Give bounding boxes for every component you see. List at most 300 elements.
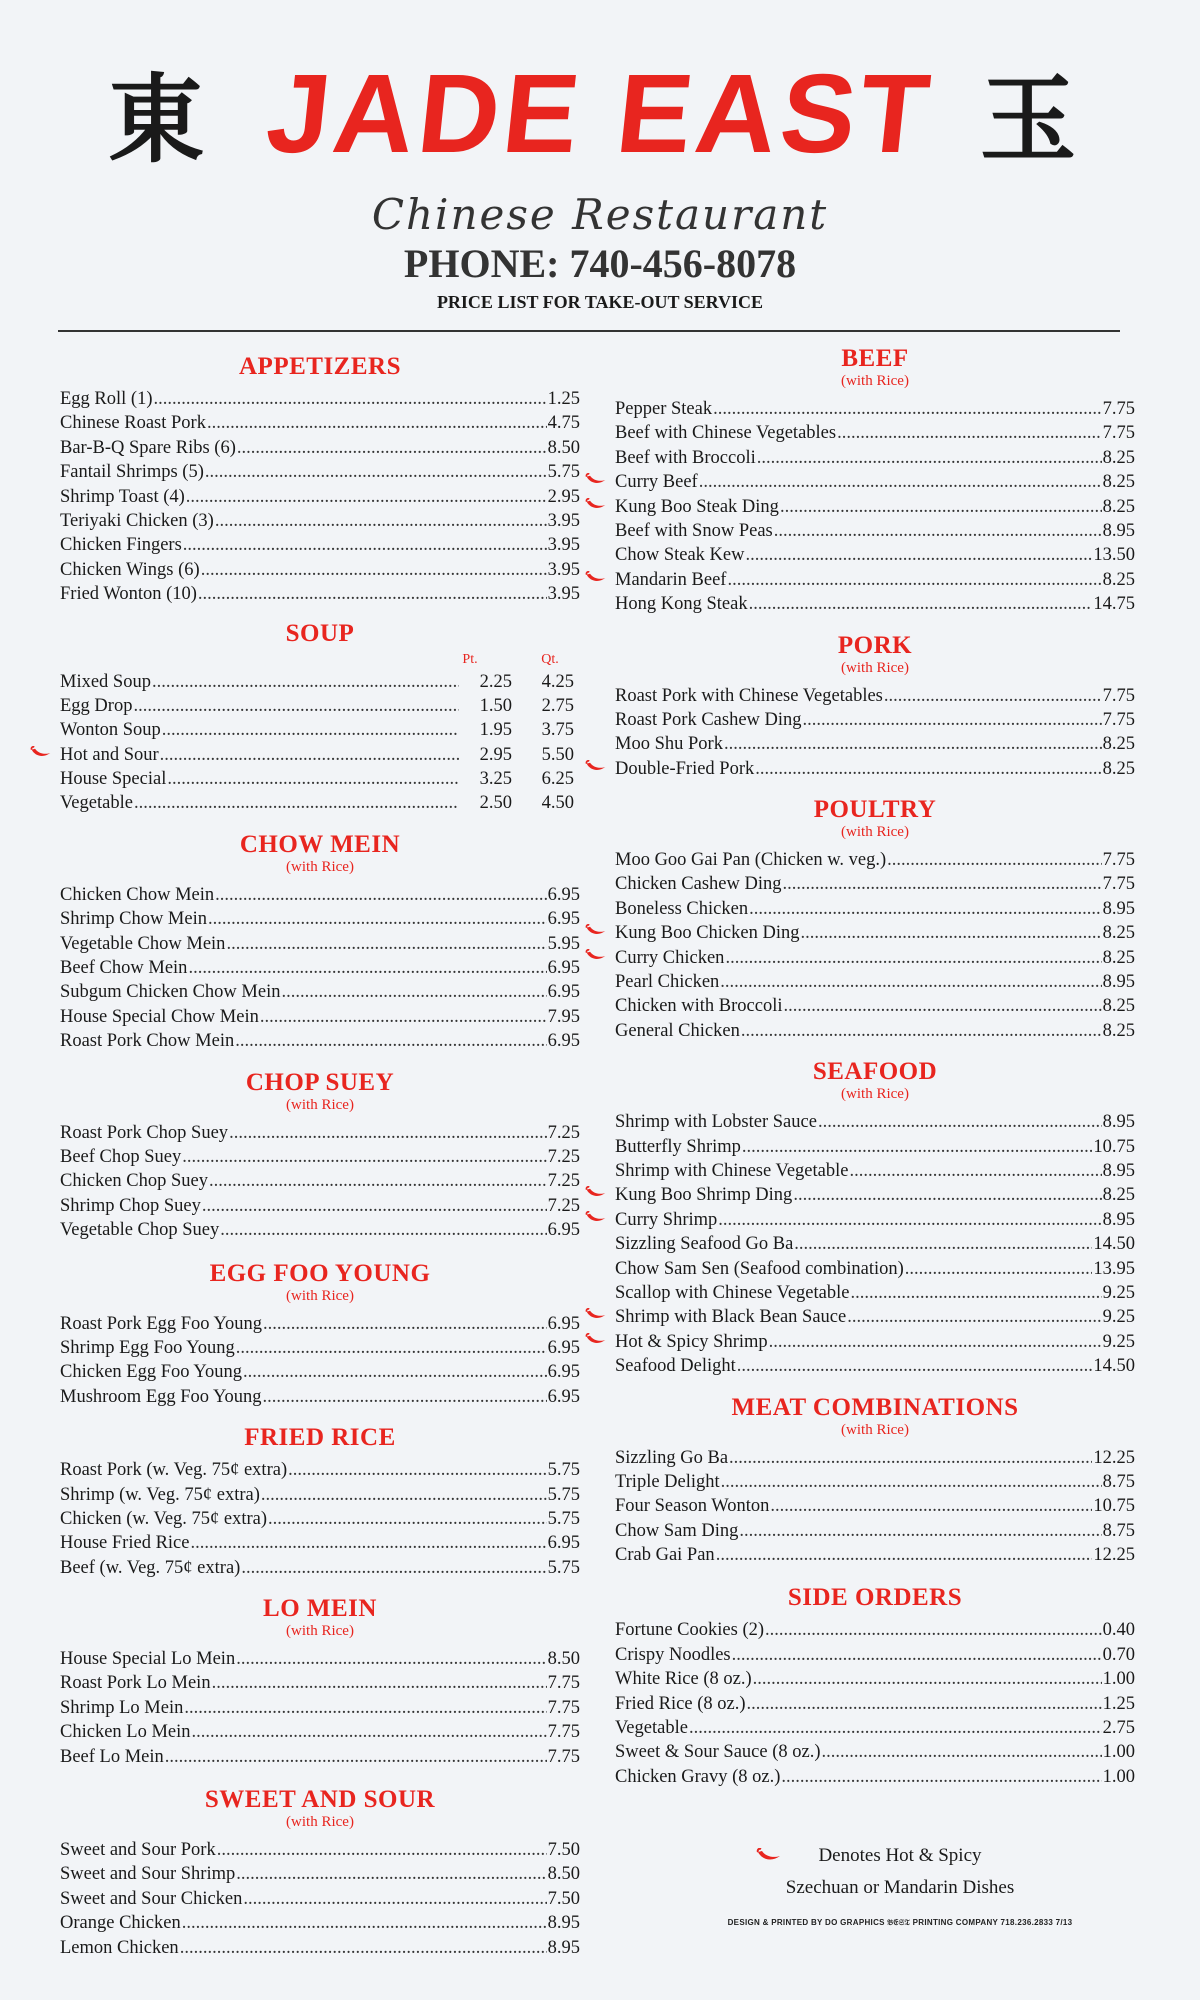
item-price-pint: 2.25 bbox=[479, 671, 512, 692]
item-price: 6.95 bbox=[547, 1362, 580, 1383]
dot-leader bbox=[243, 1360, 547, 1384]
section-title: CHOP SUEY bbox=[245, 1068, 395, 1096]
section-header bbox=[60, 1261, 580, 1304]
section-note: (with Rice) bbox=[286, 1814, 354, 1831]
item-name: Vegetable Chop Suey bbox=[60, 1220, 220, 1241]
dot-leader bbox=[260, 1005, 547, 1029]
item-price: 7.95 bbox=[547, 1006, 580, 1027]
quart-label: Qt. bbox=[541, 651, 559, 667]
dot-leader bbox=[727, 568, 1101, 592]
item-name: House Fried Rice bbox=[60, 1533, 190, 1554]
dot-leader bbox=[699, 470, 1102, 494]
item-price: 5.95 bbox=[547, 933, 580, 954]
item-list bbox=[60, 1838, 580, 1960]
item-name: Vegetable bbox=[615, 1718, 688, 1739]
dot-leader bbox=[716, 1543, 1093, 1567]
dot-leader bbox=[207, 411, 547, 435]
item-price: 8.25 bbox=[1102, 447, 1135, 468]
item-name: Chicken Chop Suey bbox=[60, 1171, 208, 1192]
dot-leader bbox=[154, 387, 547, 411]
menu-item bbox=[615, 446, 1135, 470]
item-name: Beef Chow Mein bbox=[60, 958, 188, 979]
dot-leader bbox=[198, 582, 547, 606]
menu-item bbox=[615, 592, 1135, 616]
menu-item bbox=[615, 994, 1135, 1018]
dot-leader bbox=[226, 932, 546, 956]
dot-leader bbox=[212, 1671, 547, 1695]
dot-leader bbox=[850, 1281, 1101, 1305]
dot-leader bbox=[747, 1692, 1102, 1716]
size-column-headers bbox=[60, 652, 580, 670]
item-name: Curry Shrimp bbox=[615, 1209, 718, 1230]
dot-leader bbox=[182, 1911, 547, 1935]
menu-item bbox=[615, 1305, 1135, 1329]
menu-item bbox=[615, 1257, 1135, 1281]
item-price: 8.95 bbox=[1102, 520, 1135, 541]
item-name: Kung Boo Steak Ding bbox=[615, 496, 779, 517]
menu-item bbox=[60, 1005, 580, 1029]
dot-leader bbox=[160, 743, 459, 767]
section-title: BEEF bbox=[841, 345, 909, 372]
section-chop-suey bbox=[60, 1070, 580, 1243]
dot-leader bbox=[794, 1232, 1092, 1256]
section-side-orders bbox=[615, 1585, 1135, 1789]
item-price: 6.95 bbox=[547, 958, 580, 979]
menu-item bbox=[615, 872, 1135, 896]
item-name: Chicken Egg Foo Young bbox=[60, 1362, 242, 1383]
dot-leader bbox=[182, 1145, 546, 1169]
menu-item bbox=[615, 1019, 1135, 1043]
item-list bbox=[60, 1121, 580, 1243]
item-name: Kung Boo Shrimp Ding bbox=[615, 1185, 793, 1206]
dot-leader bbox=[288, 1458, 547, 1482]
section-header bbox=[615, 797, 1135, 840]
price-list-caption: PRICE LIST FOR TAKE-OUT SERVICE bbox=[436, 292, 764, 312]
item-price-quart: 5.50 bbox=[541, 744, 574, 765]
dot-leader bbox=[167, 767, 459, 791]
item-price: 8.75 bbox=[1102, 1471, 1135, 1492]
item-list bbox=[60, 1647, 580, 1769]
menu-item bbox=[60, 558, 580, 582]
item-price: 6.95 bbox=[547, 1386, 580, 1407]
chili-pepper-icon bbox=[585, 924, 607, 938]
menu-item bbox=[615, 1446, 1135, 1470]
section-title: EGG FOO YOUNG bbox=[209, 1259, 431, 1287]
item-price: 8.50 bbox=[547, 1649, 580, 1670]
item-price: 14.75 bbox=[1093, 594, 1135, 615]
dot-leader bbox=[742, 1135, 1092, 1159]
item-name: Chinese Roast Pork bbox=[60, 413, 206, 434]
item-price: 8.25 bbox=[1102, 996, 1135, 1017]
menu-item bbox=[60, 718, 580, 742]
item-price-pint: 2.95 bbox=[479, 744, 512, 765]
dot-leader bbox=[769, 1330, 1102, 1354]
menu-item bbox=[615, 1135, 1135, 1159]
item-name: Beef with Broccoli bbox=[615, 447, 756, 468]
dot-leader bbox=[780, 495, 1102, 519]
item-price: 8.50 bbox=[547, 437, 580, 458]
item-price: 10.75 bbox=[1093, 1496, 1135, 1517]
item-price: 2.95 bbox=[547, 486, 580, 507]
dot-leader bbox=[741, 1019, 1102, 1043]
item-price: 5.75 bbox=[547, 1460, 580, 1481]
menu-item bbox=[60, 387, 580, 411]
menu-item bbox=[60, 670, 580, 694]
menu-item bbox=[60, 1360, 580, 1384]
item-name: Lemon Chicken bbox=[60, 1937, 179, 1958]
item-name: Mandarin Beef bbox=[615, 569, 727, 590]
chili-pepper-icon bbox=[585, 571, 607, 585]
section-fried-rice bbox=[60, 1425, 580, 1580]
section-header bbox=[60, 832, 580, 875]
section-meat-combinations bbox=[615, 1395, 1135, 1568]
item-price: 7.25 bbox=[547, 1122, 580, 1143]
section-note: (with Rice) bbox=[286, 1623, 354, 1640]
item-price: 8.25 bbox=[1102, 758, 1135, 779]
item-price: 7.75 bbox=[547, 1746, 580, 1767]
item-name: Shrimp Toast (4) bbox=[60, 486, 185, 507]
item-price: 7.75 bbox=[1102, 399, 1135, 419]
item-name: Chicken Wings (6) bbox=[60, 559, 200, 580]
menu-item bbox=[60, 533, 580, 557]
item-name: Chicken (w. Veg. 75¢ extra) bbox=[60, 1508, 268, 1529]
section-header bbox=[60, 1787, 580, 1830]
item-price-quart: 6.25 bbox=[541, 769, 574, 790]
dot-leader bbox=[261, 1483, 547, 1507]
section-lo-mein bbox=[60, 1596, 580, 1769]
section-egg-foo-young bbox=[60, 1261, 580, 1410]
item-name: Shrimp Chow Mein bbox=[60, 909, 207, 930]
dot-leader bbox=[720, 970, 1101, 994]
section-note: (with Rice) bbox=[841, 373, 909, 389]
item-name: Beef Chop Suey bbox=[60, 1146, 182, 1167]
dot-leader bbox=[689, 1716, 1102, 1740]
menu-item bbox=[615, 470, 1135, 494]
item-name: Fortune Cookies (2) bbox=[615, 1620, 765, 1641]
item-name: Hot & Spicy Shrimp bbox=[615, 1331, 768, 1352]
dot-leader bbox=[774, 519, 1102, 543]
menu-item bbox=[60, 485, 580, 509]
item-price: 1.00 bbox=[1102, 1669, 1135, 1690]
dot-leader bbox=[281, 980, 546, 1004]
item-list bbox=[60, 883, 580, 1054]
item-name: Sweet and Sour Chicken bbox=[60, 1888, 243, 1909]
menu-item bbox=[60, 907, 580, 931]
dot-leader bbox=[745, 543, 1092, 567]
menu-item bbox=[60, 1483, 580, 1507]
section-title: LO MEIN bbox=[263, 1595, 377, 1623]
section-note: (with Rice) bbox=[286, 1287, 354, 1304]
item-name: Shrimp with Lobster Sauce bbox=[615, 1112, 817, 1133]
menu-item bbox=[60, 1887, 580, 1911]
item-name: Sweet & Sour Sauce (8 oz.) bbox=[615, 1742, 821, 1763]
item-list bbox=[615, 1618, 1135, 1789]
item-price: 8.95 bbox=[1102, 898, 1135, 919]
item-price: 8.95 bbox=[1102, 972, 1135, 993]
item-price: 0.70 bbox=[1102, 1644, 1135, 1665]
item-name: Egg Drop bbox=[60, 695, 133, 716]
dot-leader bbox=[724, 732, 1102, 756]
item-price: 8.25 bbox=[1102, 734, 1135, 755]
section-note: (with Rice) bbox=[286, 858, 354, 875]
item-name: Shrimp Chop Suey bbox=[60, 1195, 201, 1216]
item-name: Subgum Chicken Chow Mein bbox=[60, 982, 281, 1003]
item-name: Sizzling Seafood Go Ba bbox=[615, 1234, 794, 1255]
item-name: Chicken Gravy (8 oz.) bbox=[615, 1766, 781, 1787]
dot-leader bbox=[236, 1862, 546, 1886]
item-price: 13.95 bbox=[1093, 1258, 1135, 1279]
dot-leader bbox=[781, 1765, 1101, 1789]
item-name: Egg Roll (1) bbox=[60, 389, 153, 409]
menu-item bbox=[60, 743, 580, 767]
item-price: 8.75 bbox=[1102, 1520, 1135, 1541]
dot-leader bbox=[188, 956, 546, 980]
item-name: Pepper Steak bbox=[615, 399, 713, 419]
dot-leader bbox=[152, 670, 459, 694]
menu-item bbox=[60, 1671, 580, 1695]
menu-item bbox=[615, 1740, 1135, 1764]
menu-item bbox=[615, 946, 1135, 970]
dot-leader bbox=[215, 509, 547, 533]
menu-item bbox=[60, 1936, 580, 1960]
item-price: 6.95 bbox=[547, 1031, 580, 1052]
menu-item bbox=[60, 411, 580, 435]
item-price-pint: 3.25 bbox=[479, 769, 512, 790]
menu-item bbox=[60, 509, 580, 533]
menu-item bbox=[60, 883, 580, 907]
menu-item bbox=[615, 1543, 1135, 1567]
item-name: Roast Pork Chow Mein bbox=[60, 1031, 235, 1052]
item-price: 6.95 bbox=[547, 1220, 580, 1241]
item-name: Moo Shu Pork bbox=[615, 734, 723, 755]
item-name: Crispy Noodles bbox=[615, 1644, 731, 1665]
item-price: 10.75 bbox=[1093, 1136, 1135, 1157]
item-name: Beef with Snow Peas bbox=[615, 520, 773, 541]
dot-leader bbox=[793, 1183, 1101, 1207]
dot-leader bbox=[803, 708, 1102, 732]
dot-leader bbox=[729, 1446, 1092, 1470]
section-note: (with Rice) bbox=[286, 1096, 354, 1113]
dot-leader bbox=[784, 994, 1102, 1018]
dot-leader bbox=[887, 848, 1102, 872]
item-price: 3.95 bbox=[547, 559, 580, 580]
item-name: Chicken with Broccoli bbox=[615, 996, 783, 1017]
hanzi-right: 玉 bbox=[980, 64, 1076, 176]
item-price: 1.00 bbox=[1102, 1766, 1135, 1787]
item-price-quart: 4.25 bbox=[541, 671, 574, 692]
dot-leader bbox=[737, 1354, 1093, 1378]
item-name: Roast Pork Chop Suey bbox=[60, 1122, 229, 1143]
menu-item bbox=[60, 1194, 580, 1218]
item-name: White Rice (8 oz.) bbox=[615, 1669, 752, 1690]
dot-leader bbox=[217, 1838, 547, 1862]
menu-item bbox=[615, 1494, 1135, 1518]
dot-leader bbox=[183, 533, 547, 557]
item-price: 8.25 bbox=[1102, 947, 1135, 968]
menu-item bbox=[60, 1029, 580, 1053]
phone-number: PHONE: 740-456-8078 bbox=[403, 241, 797, 286]
item-price: 2.75 bbox=[1102, 1718, 1135, 1739]
menu-item bbox=[615, 519, 1135, 543]
item-name: Moo Goo Gai Pan (Chicken w. veg.) bbox=[615, 850, 887, 871]
item-price: 7.75 bbox=[547, 1697, 580, 1718]
menu-item bbox=[615, 1667, 1135, 1691]
dot-leader bbox=[765, 1618, 1102, 1642]
item-price: 8.25 bbox=[1102, 569, 1135, 590]
menu-item bbox=[615, 1765, 1135, 1789]
dot-leader bbox=[209, 1169, 547, 1193]
section-title: CHOW MEIN bbox=[239, 830, 401, 858]
dot-leader bbox=[165, 1745, 547, 1769]
menu-item bbox=[60, 932, 580, 956]
item-name: Roast Pork Lo Mein bbox=[60, 1673, 211, 1694]
item-price-pint: 2.50 bbox=[479, 793, 512, 814]
dot-leader bbox=[782, 872, 1101, 896]
item-price: 6.95 bbox=[547, 1337, 580, 1358]
dot-leader bbox=[184, 1696, 546, 1720]
menu-column-left bbox=[60, 340, 580, 1960]
menu-item bbox=[60, 1838, 580, 1862]
dot-leader bbox=[739, 1519, 1101, 1543]
item-name: Sweet and Sour Pork bbox=[60, 1840, 216, 1861]
item-price: 4.75 bbox=[547, 413, 580, 434]
dot-leader bbox=[718, 1208, 1101, 1232]
dot-leader bbox=[770, 1494, 1092, 1518]
menu-item bbox=[60, 460, 580, 484]
menu-item bbox=[615, 543, 1135, 567]
section-header bbox=[615, 1059, 1135, 1102]
menu-item bbox=[60, 1312, 580, 1336]
menu-item bbox=[60, 1169, 580, 1193]
menu-item bbox=[60, 791, 580, 815]
menu-item bbox=[615, 970, 1135, 994]
dot-leader bbox=[749, 592, 1093, 616]
section-beef bbox=[615, 346, 1135, 617]
menu-item bbox=[615, 1643, 1135, 1667]
item-list bbox=[615, 397, 1135, 617]
dot-leader bbox=[749, 897, 1102, 921]
item-name: Shrimp Egg Foo Young bbox=[60, 1337, 235, 1358]
item-price: 3.95 bbox=[547, 510, 580, 531]
dot-leader bbox=[186, 485, 547, 509]
menu-item bbox=[60, 1507, 580, 1531]
item-price: 7.75 bbox=[1102, 874, 1135, 895]
menu-item bbox=[615, 708, 1135, 732]
item-name: House Special bbox=[60, 769, 167, 790]
dot-leader bbox=[721, 1470, 1102, 1494]
item-name: Four Season Wonton bbox=[615, 1496, 770, 1517]
printer-credit: DESIGN & PRINTED BY DO GRAPHICS 𝔅𝔈𝔖𝔗 PRINTING COMPANY 718.236.2833 7/13 bbox=[727, 1918, 1073, 1927]
section-chow-mein bbox=[60, 832, 580, 1054]
section-title: MEAT COMBINATIONS bbox=[731, 1393, 1019, 1421]
dot-leader bbox=[220, 1218, 546, 1242]
dot-leader bbox=[162, 718, 459, 742]
section-header bbox=[615, 346, 1135, 389]
menu-item bbox=[60, 1862, 580, 1886]
chili-pepper-icon bbox=[756, 1848, 782, 1864]
item-name: Shrimp (w. Veg. 75¢ extra) bbox=[60, 1484, 260, 1505]
dot-leader bbox=[237, 436, 547, 460]
chili-pepper-icon bbox=[30, 746, 52, 760]
dot-leader bbox=[884, 684, 1102, 708]
item-list bbox=[60, 670, 580, 816]
item-price: 8.25 bbox=[1102, 1185, 1135, 1206]
item-price: 7.50 bbox=[547, 1840, 580, 1861]
item-name: Chicken Chow Mein bbox=[60, 884, 215, 905]
dot-leader bbox=[202, 1194, 547, 1218]
menu-item bbox=[615, 1159, 1135, 1183]
restaurant-subtitle: Chinese Restaurant bbox=[371, 190, 829, 239]
menu-item bbox=[60, 1121, 580, 1145]
item-name: Roast Pork Cashew Ding bbox=[615, 709, 802, 730]
dot-leader bbox=[755, 757, 1101, 781]
item-name: Orange Chicken bbox=[60, 1913, 181, 1934]
item-list bbox=[60, 1312, 580, 1410]
item-name: Chicken Cashew Ding bbox=[615, 874, 782, 895]
item-name: Sweet and Sour Shrimp bbox=[60, 1864, 236, 1885]
item-price: 8.95 bbox=[1102, 1209, 1135, 1230]
dot-leader bbox=[133, 694, 459, 718]
chili-pepper-icon bbox=[585, 760, 607, 774]
section-appetizers bbox=[60, 354, 580, 607]
item-price: 6.95 bbox=[547, 982, 580, 1003]
menu-item bbox=[60, 1336, 580, 1360]
menu-item bbox=[60, 1458, 580, 1482]
section-header bbox=[615, 1585, 1135, 1610]
spicy-legend bbox=[700, 1840, 1100, 1904]
section-title: SEAFOOD bbox=[812, 1058, 938, 1086]
dot-leader bbox=[180, 1936, 547, 1960]
dot-leader bbox=[725, 946, 1101, 970]
item-price: 12.25 bbox=[1093, 1545, 1135, 1566]
item-price-quart: 3.75 bbox=[541, 720, 574, 741]
item-name: Wonton Soup bbox=[60, 720, 161, 741]
section-header bbox=[615, 1395, 1135, 1438]
item-name: Shrimp with Black Bean Sauce bbox=[615, 1307, 847, 1328]
item-price: 8.95 bbox=[547, 1937, 580, 1958]
menu-item bbox=[615, 1519, 1135, 1543]
menu-item bbox=[60, 1720, 580, 1744]
section-note: (with Rice) bbox=[841, 659, 909, 676]
item-price: 1.25 bbox=[1102, 1693, 1135, 1714]
chili-pepper-icon bbox=[585, 473, 607, 487]
chili-pepper-icon bbox=[585, 498, 607, 512]
section-header bbox=[60, 1596, 580, 1639]
menu-item bbox=[615, 684, 1135, 708]
menu-item bbox=[615, 757, 1135, 781]
pint-label: Pt. bbox=[462, 651, 478, 667]
menu-item bbox=[615, 1232, 1135, 1256]
menu-item bbox=[615, 897, 1135, 921]
item-price: 0.40 bbox=[1102, 1620, 1135, 1641]
item-price: 8.50 bbox=[547, 1864, 580, 1885]
menu-item bbox=[615, 397, 1135, 421]
item-list bbox=[615, 1110, 1135, 1378]
item-name: Chow Steak Kew bbox=[615, 545, 745, 566]
item-price: 7.25 bbox=[547, 1195, 580, 1216]
item-name: Beef Lo Mein bbox=[60, 1746, 164, 1767]
section-header bbox=[615, 633, 1135, 676]
item-name: Butterfly Shrimp bbox=[615, 1136, 741, 1157]
item-name: Fried Rice (8 oz.) bbox=[615, 1693, 746, 1714]
item-name: Curry Chicken bbox=[615, 947, 725, 968]
item-list bbox=[60, 1458, 580, 1580]
dot-leader bbox=[190, 1531, 546, 1555]
item-price: 13.50 bbox=[1093, 545, 1135, 566]
menu-item bbox=[615, 421, 1135, 445]
item-name: Chicken Fingers bbox=[60, 535, 182, 556]
item-price: 8.25 bbox=[1102, 923, 1135, 944]
